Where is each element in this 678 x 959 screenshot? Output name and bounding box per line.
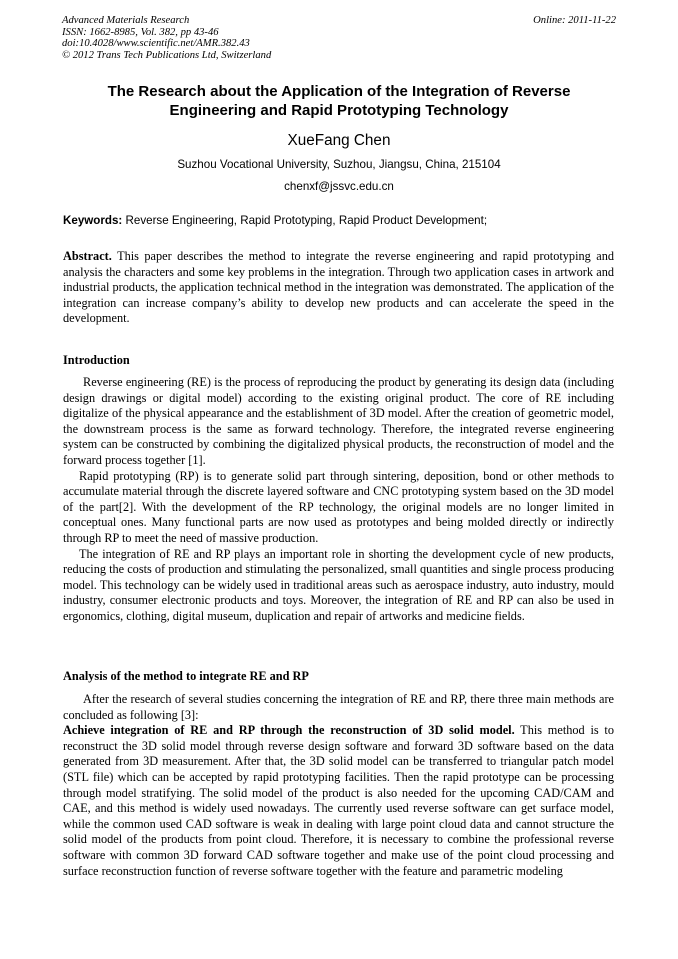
copyright-line: © 2012 Trans Tech Publications Ltd, Switzerland bbox=[62, 49, 272, 61]
abstract-text: This paper describes the method to integrate the reverse engineering and rapid prototyping and analysis the characters and some key problems in the integration. Through two application cases in artwork and industrial products, the application technical method in the integration was demonstrated. The application of the integration can increase company’s ability to develop new products and can accelerate the speed in the development. bbox=[63, 249, 614, 326]
journal-header bbox=[62, 15, 616, 61]
author-email: chenxf@jssvc.edu.cn bbox=[284, 180, 394, 193]
author-affiliation: Suzhou Vocational University, Suzhou, Jiangsu, China, 215104 bbox=[177, 158, 501, 171]
paragraph: After the research of several studies concerning the integration of RE and RP, there three main methods are concluded as following [3]: bbox=[63, 692, 614, 722]
issn-line: ISSN: 1662-8985, Vol. 382, pp 43-46 bbox=[62, 26, 219, 38]
paper-title bbox=[62, 82, 616, 120]
keywords bbox=[63, 213, 617, 228]
section-heading-introduction: Introduction bbox=[63, 353, 130, 367]
method-text: This method is to reconstruct the 3D solid model through reverse design software and forward 3D software based on the data generated from 3D measurement. After that, the 3D solid model can be transferred to triangular patch model (STL file) which can be accepted by rapid prototyping facilities. Then the rapid prototype can be processing through model stratifying. The solid model of the product is also needed for the upcoming CAD/CAM and CAE, and this method is widely used nowadays. The currently used reverse software can get surface model, while the common used CAD software is weak in dealing with large point cloud data and cannot structure the solid model of the products from point cloud. Therefore, it is necessary to combine the professional reverse software with common 3D forward CAD software together and make use of the point cloud processing and surface reconstruction function of reverse software together with the feature and parametric modeling bbox=[63, 723, 614, 878]
keywords-text: Reverse Engineering, Rapid Prototyping, Rapid Product Development; bbox=[122, 214, 488, 227]
paragraph: Reverse engineering (RE) is the process of reproducing the product by generating its design data (including design drawings or digital model) according to the existing original product. The core of RE including digitalize of the physical appearance and the establishment of 3D model. After the creation of geometric model, the downstream process is the same as forward technology. Therefore, the integrated reverse engineering system can be constructed by combining the digitalized physical products, the reconstruction of model and the forward process together [1]. bbox=[63, 375, 614, 467]
journal-name: Advanced Materials Research bbox=[62, 15, 190, 26]
online-date: Online: 2011-11-22 bbox=[533, 15, 616, 26]
method-heading: Achieve integration of RE and RP through the reconstruction of 3D solid model. bbox=[63, 723, 515, 738]
title-line-1: The Research about the Application of the Integration of Reverse bbox=[107, 83, 571, 100]
abstract bbox=[63, 249, 614, 327]
paragraph: Rapid prototyping (RP) is to generate solid part through sintering, deposition, bond or other methods to accumulate material through the discrete layered software and CNC prototyping system based on the 3D model of the part[2]. With the development of the RP technology, the original models are no longer limited in conceptual ones. Many functional parts are now used as prototypes and being molded directly or indirectly through RP to meet the need of massive production. bbox=[63, 468, 614, 545]
doi-line: doi:10.4028/www.scientific.net/AMR.382.43 bbox=[62, 38, 250, 50]
title-line-2: Engineering and Rapid Prototyping Technology bbox=[169, 102, 509, 119]
keywords-label: Keywords: bbox=[63, 214, 123, 227]
paragraph: The integration of RE and RP plays an important role in shorting the development cycle of new products, reducing the costs of production and stimulating the personalized, small quantities and single process producing model. This technology can be widely used in traditional areas such as aerospace industry, auto industry, mould industry, consumer electronic products and toys. Moreover, the integration of RE and RP can also be used in ergonomics, clothing, digital museum, duplication and repair of artworks and medicine fields. bbox=[63, 546, 614, 623]
author-name: XueFang Chen bbox=[287, 132, 391, 149]
abstract-label: Abstract. bbox=[63, 249, 112, 263]
introduction-body bbox=[63, 375, 614, 625]
analysis-body bbox=[63, 692, 614, 879]
section-heading-analysis: Analysis of the method to integrate RE and RP bbox=[63, 669, 309, 683]
paragraph bbox=[63, 723, 614, 879]
